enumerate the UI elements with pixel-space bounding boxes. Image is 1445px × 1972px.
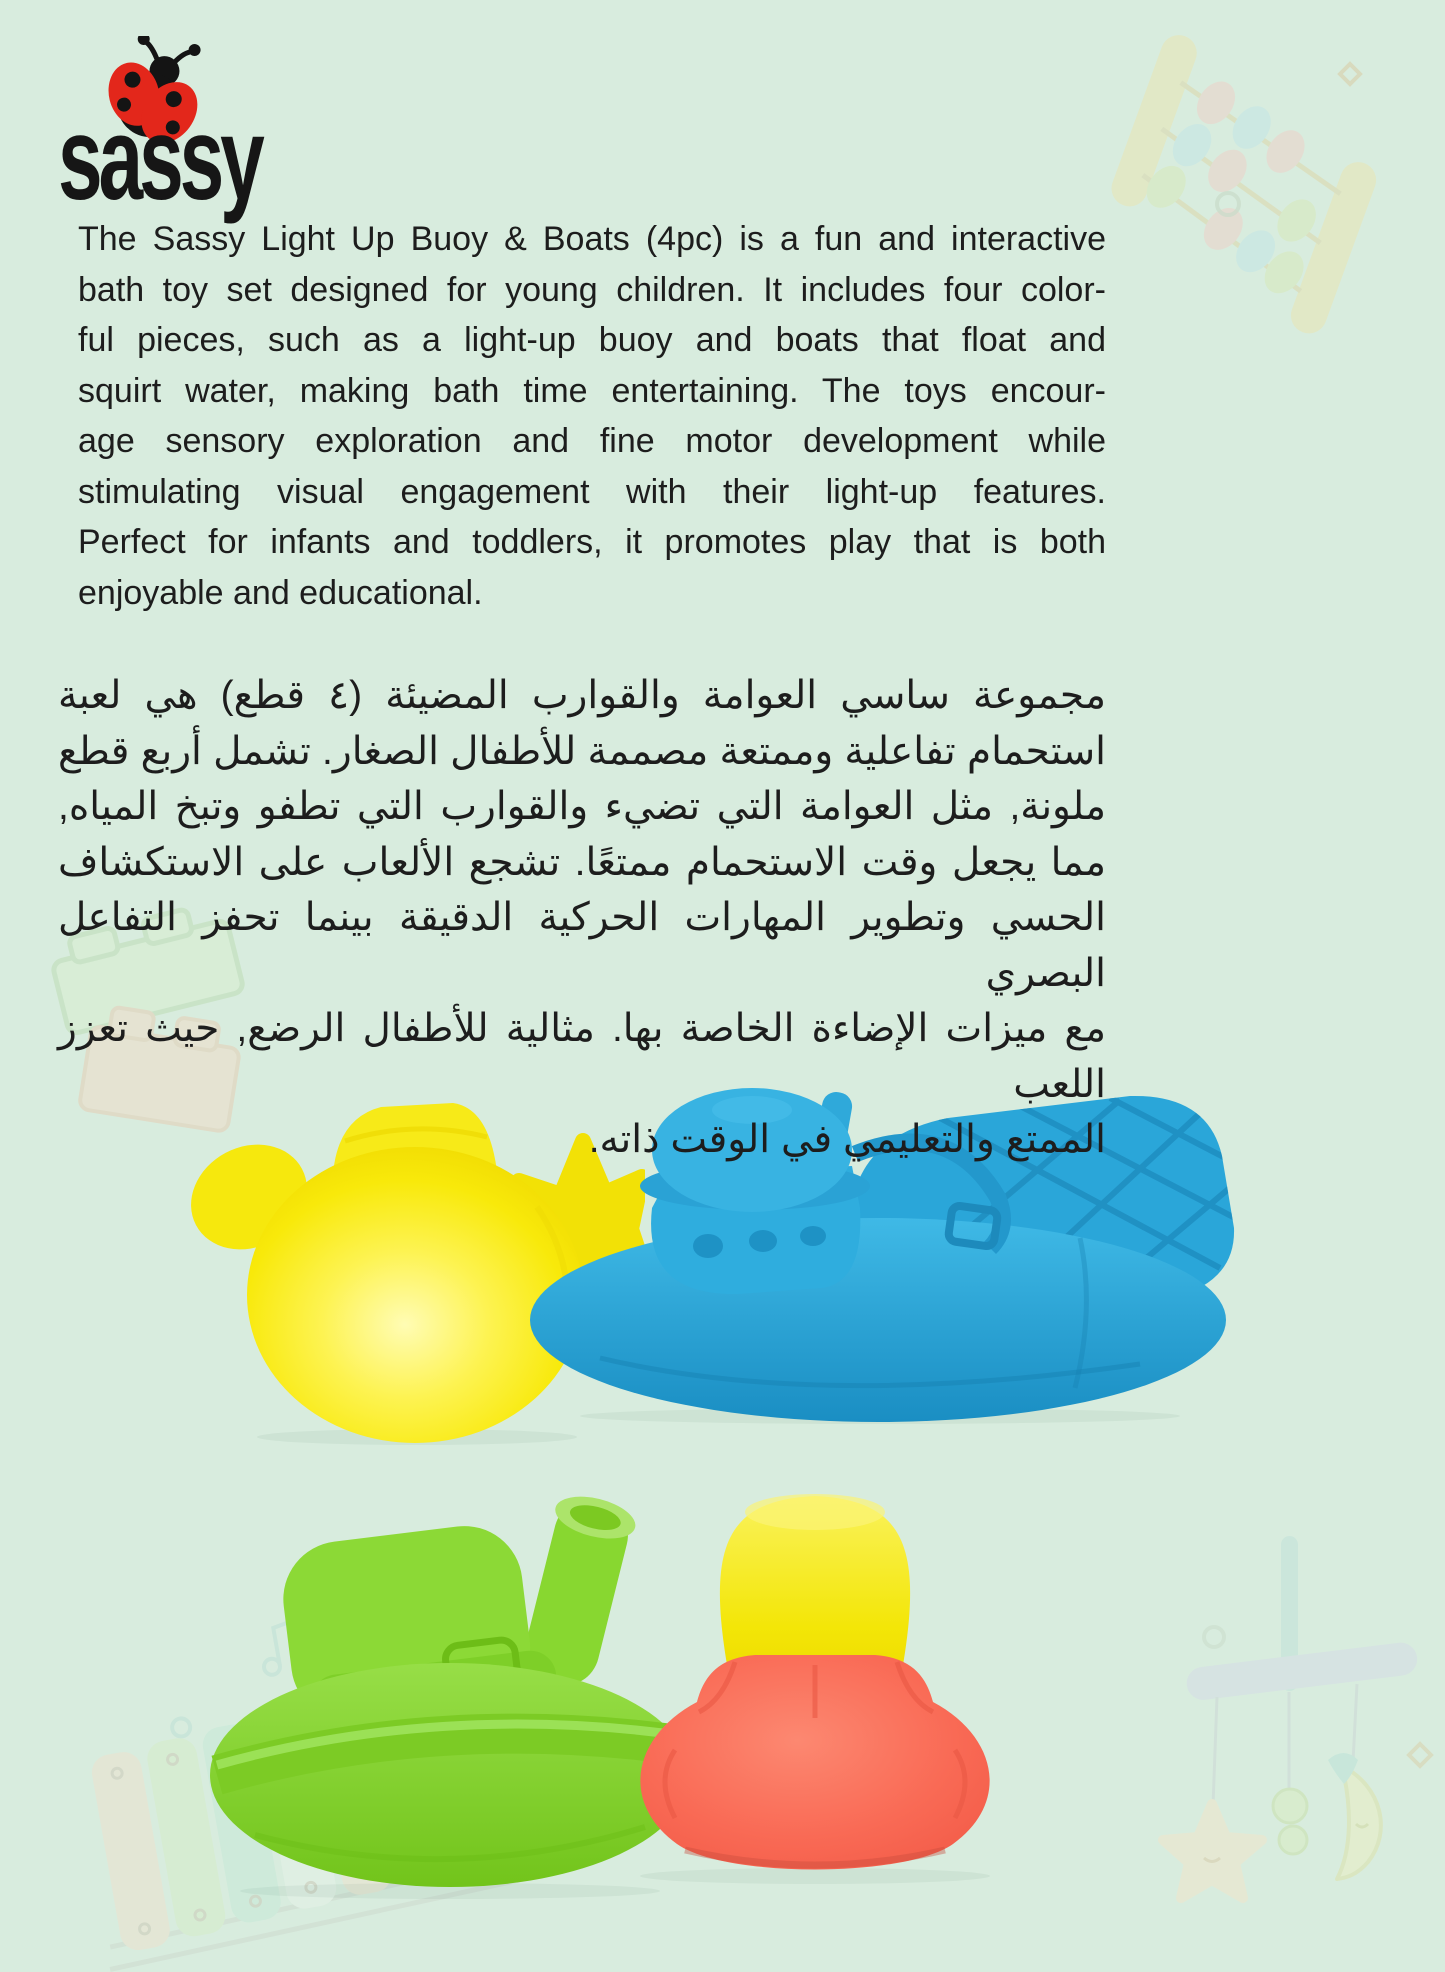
text-line: Perfect for infants and toddlers, it promotes play that is both [78,523,1106,561]
text-line: enjoyable and educational. [78,573,483,612]
text-line: مجموعة ساسي العوامة والقوارب المضيئة (٤ قطع) هي لعبة [58,674,1106,717]
text-line: age sensory exploration and fine motor development while [78,422,1106,460]
text-line: مما يجعل وقت الاستحمام ممتعًا. تشجع الألعاب على الاستكشاف [58,840,1106,884]
description-english [78,214,1106,618]
crib-mobile-illustration [1163,1536,1431,1898]
text-line: The Sassy Light Up Buoy & Boats (4pc) is a fun and interactive [78,220,1106,258]
buoy-red-photo [615,1450,1015,1885]
text-line: استحمام تفاعلية وممتعة مصممة للأطفال الصغار. تشمل أربع قطع [58,729,1106,773]
text-line: stimulating visual engagement with their light-up features. [78,472,1106,511]
sparkle-doodle [1340,64,1360,84]
text-line: squirt water, making bath time entertaining. The toys encour- [78,371,1106,410]
description-arabic [58,668,1106,1168]
text-line: الممتع والتعليمي في الوقت ذاته. [588,1118,1106,1161]
text-line: ful pieces, such as a light-up buoy and boats that float and [78,321,1106,359]
abacus-illustration [1087,30,1401,338]
text-line: مع ميزات الإضاءة الخاصة بها. مثالية للأطفال الرضع, حيث تعزز اللعب [58,1007,1106,1106]
text-line: الحسي وتطوير المهارات الحركية الدقيقة بينما تحفز التفاعل البصري [58,896,1106,995]
brand-name: sassy [58,93,261,225]
text-line: bath toy set designed for young children. It includes four color- [78,270,1106,309]
text-line: ملونة, مثل العوامة التي تضيء والقوارب التي تطفو وتبخ المياه, [58,785,1106,828]
